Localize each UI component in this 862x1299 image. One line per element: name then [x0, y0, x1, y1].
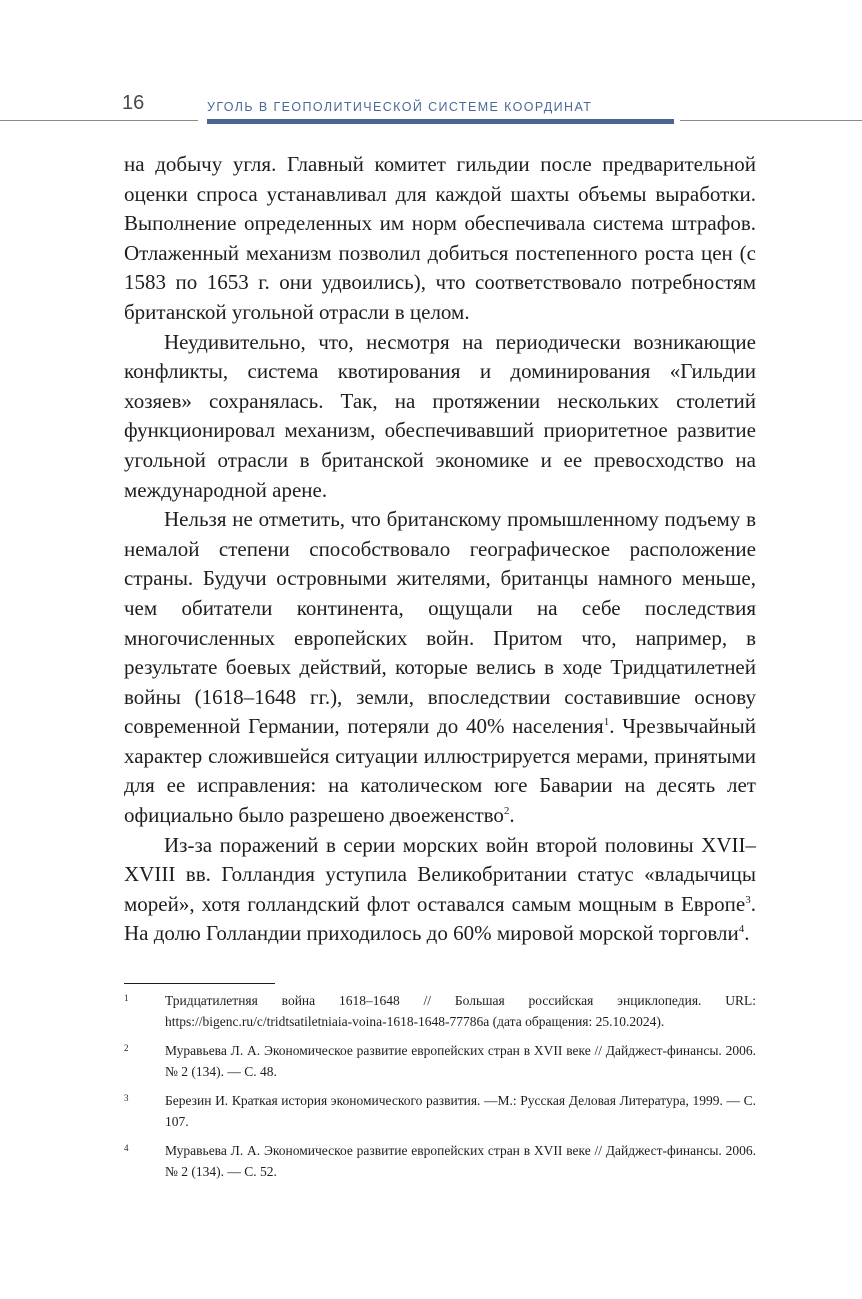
footnote-number: 3: [124, 1093, 129, 1103]
paragraph-text: .: [509, 803, 515, 828]
footnote-text: Тридцатилетняя война 1618–1648 // Большая российская энциклопедия. URL: https://bigenc.ru/c/tridtsatiletniaia-voina-1618-1648-77786a (дата обращения: 25.10.2024).: [165, 993, 756, 1029]
paragraph: [124, 831, 756, 949]
paragraph: [124, 505, 756, 831]
paragraph-text: .: [744, 921, 750, 946]
footnote-number: 1: [124, 993, 129, 1003]
paragraph-text: Нельзя не отметить, что британскому промышленному подъему в немалой степени способствовало географическое расположение страны. Будучи островными жителями, британцы намного меньше, чем обитатели континента, ощущали на себе последствия многочисленных европейских войн. Притом что, например, в результате боевых действий, которые велись в ходе Тридцатилетней войны (1618–1648 гг.), земли, впоследствии составившие основу современной Германии, потеряли до 40% населения: [124, 507, 756, 739]
footnote: [124, 990, 756, 1032]
footnote: [124, 1140, 756, 1182]
header-accent-bar: [207, 119, 674, 124]
page-number: 16: [122, 92, 145, 114]
footnote-separator: [124, 983, 275, 984]
paragraph: на добычу угля. Главный комитет гильдии после предварительной оценки спроса устанавливал для каждой шахты объемы выработки. Выполнение определенных им норм обеспечивала система штрафов. Отлаженный механизм позволил добиться постепенного роста цен (с 1583 по 1653 г. они удвоились), что соответствовало потребностям британской угольной отрасли в целом.: [124, 152, 756, 324]
footnote-number: 4: [124, 1143, 129, 1153]
header-rule-left: [0, 120, 198, 121]
paragraph: Неудивительно, что, несмотря на периодически возникающие конфликты, система квотирования и доминирования «Гильдии хозяев» сохранялась. Так, на протяжении нескольких столетий функционировал механизм, обеспечивавший приоритетное развитие угольной отрасли в британской экономике и ее превосходство на международной арене.: [124, 329, 756, 502]
paragraph-text: Из-за поражений в серии морских войн второй половины XVII–XVIII вв. Голландия уступила Великобритании статус «владычицы морей», хотя голландский флот оставался самым мощным в Европе: [124, 832, 756, 916]
header-rule-right: [680, 120, 862, 121]
main-text: [124, 150, 756, 949]
footnote-ref[interactable]: 4: [738, 923, 745, 936]
footnote-ref[interactable]: 3: [745, 893, 751, 906]
footnote-text: Муравьева Л. А. Экономическое развитие европейских стран в XVII веке // Дайджест-финансы. 2006. № 2 (134). — С. 48.: [165, 1043, 756, 1079]
footnote-text: Муравьева Л. А. Экономическое развитие европейских стран в XVII веке // Дайджест-финансы. 2006. № 2 (134). — С. 52.: [165, 1143, 756, 1179]
footnotes: [124, 990, 756, 1190]
footnote: [124, 1090, 756, 1132]
footnote-ref[interactable]: 2: [503, 805, 510, 818]
footnote-text: Березин И. Краткая история экономического развития. —М.: Русская Деловая Литература, 1999. — С. 107.: [165, 1093, 756, 1129]
footnote: [124, 1040, 756, 1082]
page-header: [0, 0, 862, 130]
paragraph-text: . На долю Голландии приходилось до 60% мировой морской торговли: [124, 891, 756, 946]
paragraph-text: . Чрезвычайный характер сложившейся ситуации иллюстрируется мерами, принятыми для ее исправления: на католическом юге Баварии на десять лет официально было разрешено двоеженство: [124, 714, 756, 828]
footnote-number: 2: [124, 1043, 129, 1053]
running-title: УГОЛЬ В ГЕОПОЛИТИЧЕСКОЙ СИСТЕМЕ КООРДИНАТ: [207, 100, 593, 114]
footnote-ref[interactable]: 1: [603, 716, 610, 729]
